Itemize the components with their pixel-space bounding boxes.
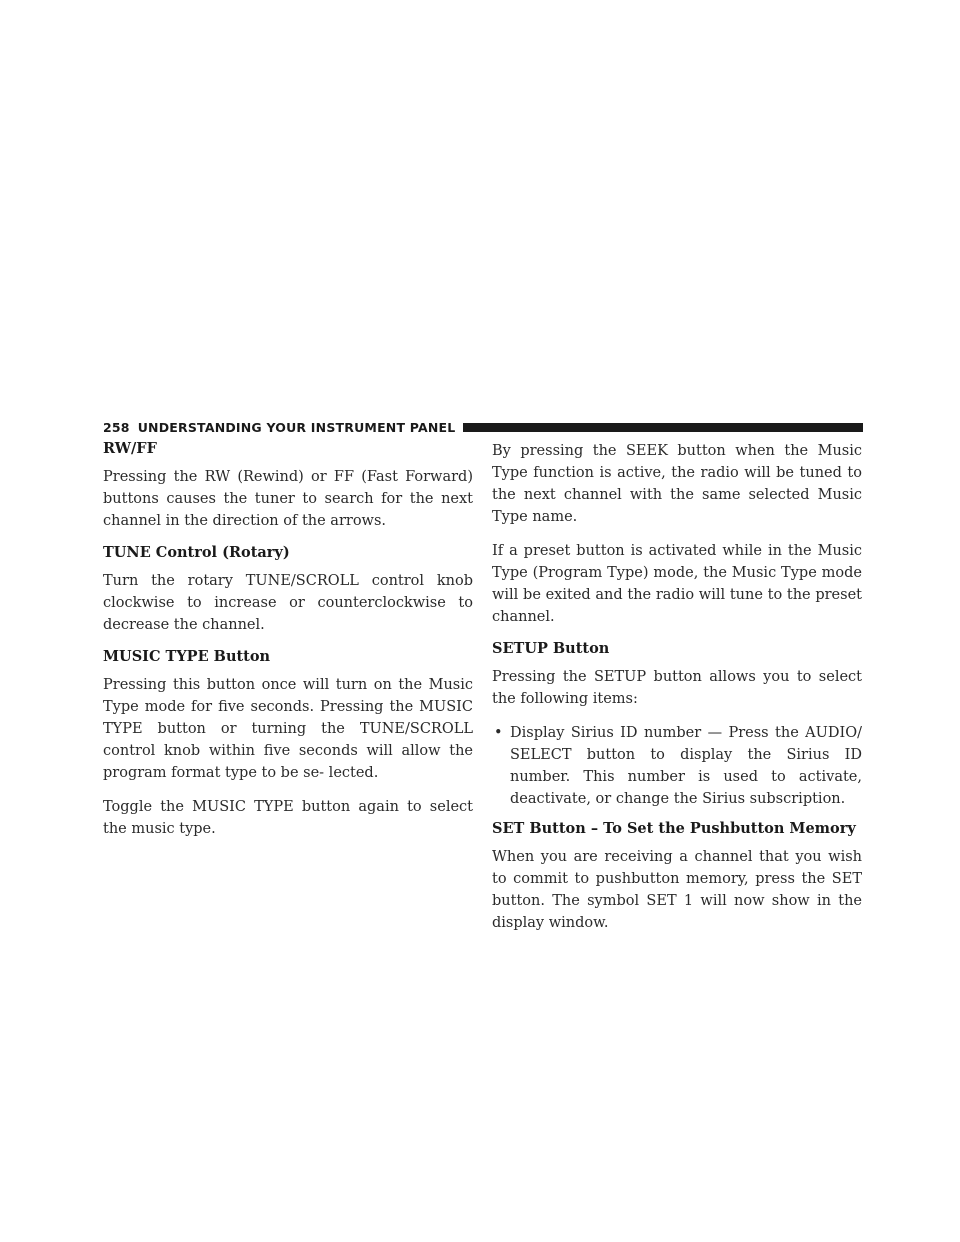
page-header [103, 420, 863, 434]
rwff-paragraph: Pressing the RW (Rewind) or FF (Fast Forward) buttons causes the tuner to search for the next channel in the direction of the arrows. [103, 469, 473, 529]
rwff-heading: RW/FF [103, 440, 157, 457]
header-rule [463, 423, 863, 432]
seek-paragraph: By pressing the SEEK button when the Music Type function is active, the radio will be tuned to the next channel with the same selected Music Type name. [492, 443, 862, 525]
setup-button-heading: SETUP Button [492, 640, 610, 657]
tune-control-heading: TUNE Control (Rotary) [103, 544, 290, 561]
setup-paragraph: Pressing the SETUP button allows you to select the following items: [492, 669, 862, 707]
preset-paragraph: If a preset button is activated while in the Music Type (Program Type) mode, the Music Type mode will be exited and the radio will tune to the preset channel. [492, 543, 862, 625]
set-paragraph: When you are receiving a channel that you wish to commit to pushbutton memory, press the SET button. The symbol SET 1 will now show in the display window. [492, 849, 862, 931]
list-item-text: Display Sirius ID number — Press the AUDIO/ SELECT button to display the Sirius ID number. This number is used to activate, deactivate, or change the Sirius subscription. [510, 725, 862, 807]
music-type-toggle-paragraph: Toggle the MUSIC TYPE button again to select the music type. [103, 799, 473, 837]
page-number: 258 [103, 419, 130, 435]
setup-items-list [492, 722, 862, 810]
left-column [103, 440, 473, 852]
list-item [492, 722, 862, 810]
right-column [492, 440, 862, 946]
bullet-icon: • [494, 725, 503, 741]
music-type-heading: MUSIC TYPE Button [103, 648, 271, 665]
tune-control-paragraph: Turn the rotary TUNE/SCROLL control knob clockwise to increase or counterclockwise to decrease the channel. [103, 573, 473, 633]
set-button-heading: SET Button – To Set the Pushbutton Memory [492, 820, 856, 837]
music-type-paragraph: Pressing this button once will turn on the Music Type mode for five seconds. Pressing the MUSIC TYPE button or turning the TUNE/SCROLL control knob within five seconds will allow the program format type to be se- lected. [103, 677, 473, 781]
section-title: UNDERSTANDING YOUR INSTRUMENT PANEL [137, 419, 456, 435]
